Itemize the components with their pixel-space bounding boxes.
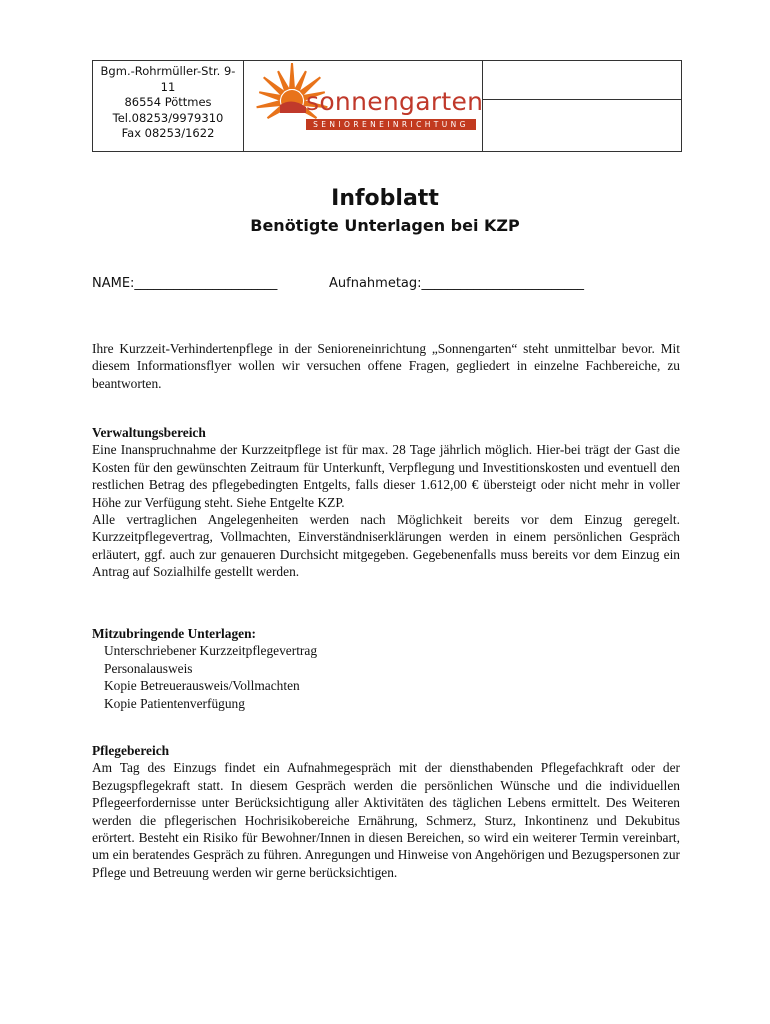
form-fields: [92, 276, 585, 291]
logo: [244, 61, 483, 151]
address-phone: Tel.08253/9979310: [112, 110, 224, 125]
header-right-top: [483, 61, 681, 100]
intro-section: [92, 340, 680, 392]
address-city: 86554 Pöttmes: [124, 95, 212, 109]
unterlagen-heading: Mitzubringende Unterlagen:: [92, 626, 257, 641]
name-field[interactable]: NAME:______________________: [92, 276, 278, 291]
pflege-heading: Pflegebereich: [92, 743, 170, 758]
address-street: Bgm.-Rohrmüller-Str. 9-: [100, 64, 236, 78]
verwaltung-paragraph-2: Alle vertraglichen Angelegenheiten werden nach Möglichkeit bereits vor dem Einzug geregelt. Kurzzeitpflegevertrag, Vollmachten, Einverständniserklärungen werden in einem persönlichen Gespräch erläutert, ggf. auch zur genaueren Durchsicht mitgegeben. Gegebenenfalls muss bereits vor dem Einzug ein Antrag auf Sozialhilfe gestellt werden.: [92, 512, 680, 580]
header-table: [92, 60, 682, 152]
header-right-cell: [483, 61, 681, 151]
pflege-section: [92, 742, 680, 881]
list-item: Unterschriebener Kurzzeitpflegevertrag: [104, 643, 318, 659]
address-number: 11: [160, 79, 176, 94]
unterlagen-list: [92, 642, 680, 712]
verwaltung-section: [92, 424, 680, 581]
verwaltung-paragraph-1: Eine Inanspruchnahme der Kurzzeitpflege ist für max. 28 Tage jährlich möglich. Hier-bei trägt der Gast die Kosten für den gewünschten Zeitraum für Unterkunft, Verpflegung und Investitionskosten und eventuell den restlichen Betrag des pflegebedingten Entgelts, falls dieser 1.612,00 € übersteigt oder nicht mehr in voller Höhe zur Verfügung steht. Siehe Entgelte KZP.: [92, 442, 680, 510]
logo-tagline: SENIORENEINRICHTUNG: [306, 119, 476, 130]
pflege-paragraph: Am Tag des Einzugs findet ein Aufnahmegespräch mit der diensthabenden Pflegefachkraft oder der Bezugspflegekraft statt. In diesem Gespräch werden die persönlichen Wünsche und die individuellen Pflegeerfordernisse unter Berücksichtigung aller Aktivitäten des täglichen Lebens ermittelt. Des Weiteren werden die pflegerischen Hochrisikobereiche Ernährung, Schmerz, Sturz, Inkontinenz und Dekubitus erörtert. Besteht ein Risiko für Bewohner/Innen in diesen Bereichen, so wird ein weiterer Termin vereinbart, um ein beratendes Gespräch zu führen. Anregungen und Hinweise von Angehörigen und Bezugspersonen zur Pflege und Betreuung werden wir gerne berücksichtigen.: [92, 760, 680, 880]
list-item: Kopie Betreuerausweis/Vollmachten: [104, 678, 300, 694]
page-subtitle: Benötigte Unterlagen bei KZP: [250, 216, 520, 235]
verwaltung-heading: Verwaltungsbereich: [92, 425, 206, 440]
list-item: Personalausweis: [104, 660, 193, 676]
address-block: [93, 61, 244, 151]
aufnahmetag-field[interactable]: Aufnahmetag:_________________________: [329, 276, 585, 291]
page-title: Infoblatt: [331, 186, 439, 211]
list-item: Kopie Patientenverfügung: [104, 695, 245, 711]
unterlagen-section: [92, 625, 680, 712]
address-fax: Fax 08253/1622: [121, 126, 215, 140]
logo-word: sonnengarten: [306, 87, 484, 116]
intro-paragraph: Ihre Kurzzeit-Verhindertenpflege in der Senioreneinrichtung „Sonnengarten“ steht unmittelbar bevor. Mit diesem Informationsflyer wollen wir versuchen offene Fragen, gegliedert in einzelne Fachbereiche, zu beantworten.: [92, 341, 680, 391]
